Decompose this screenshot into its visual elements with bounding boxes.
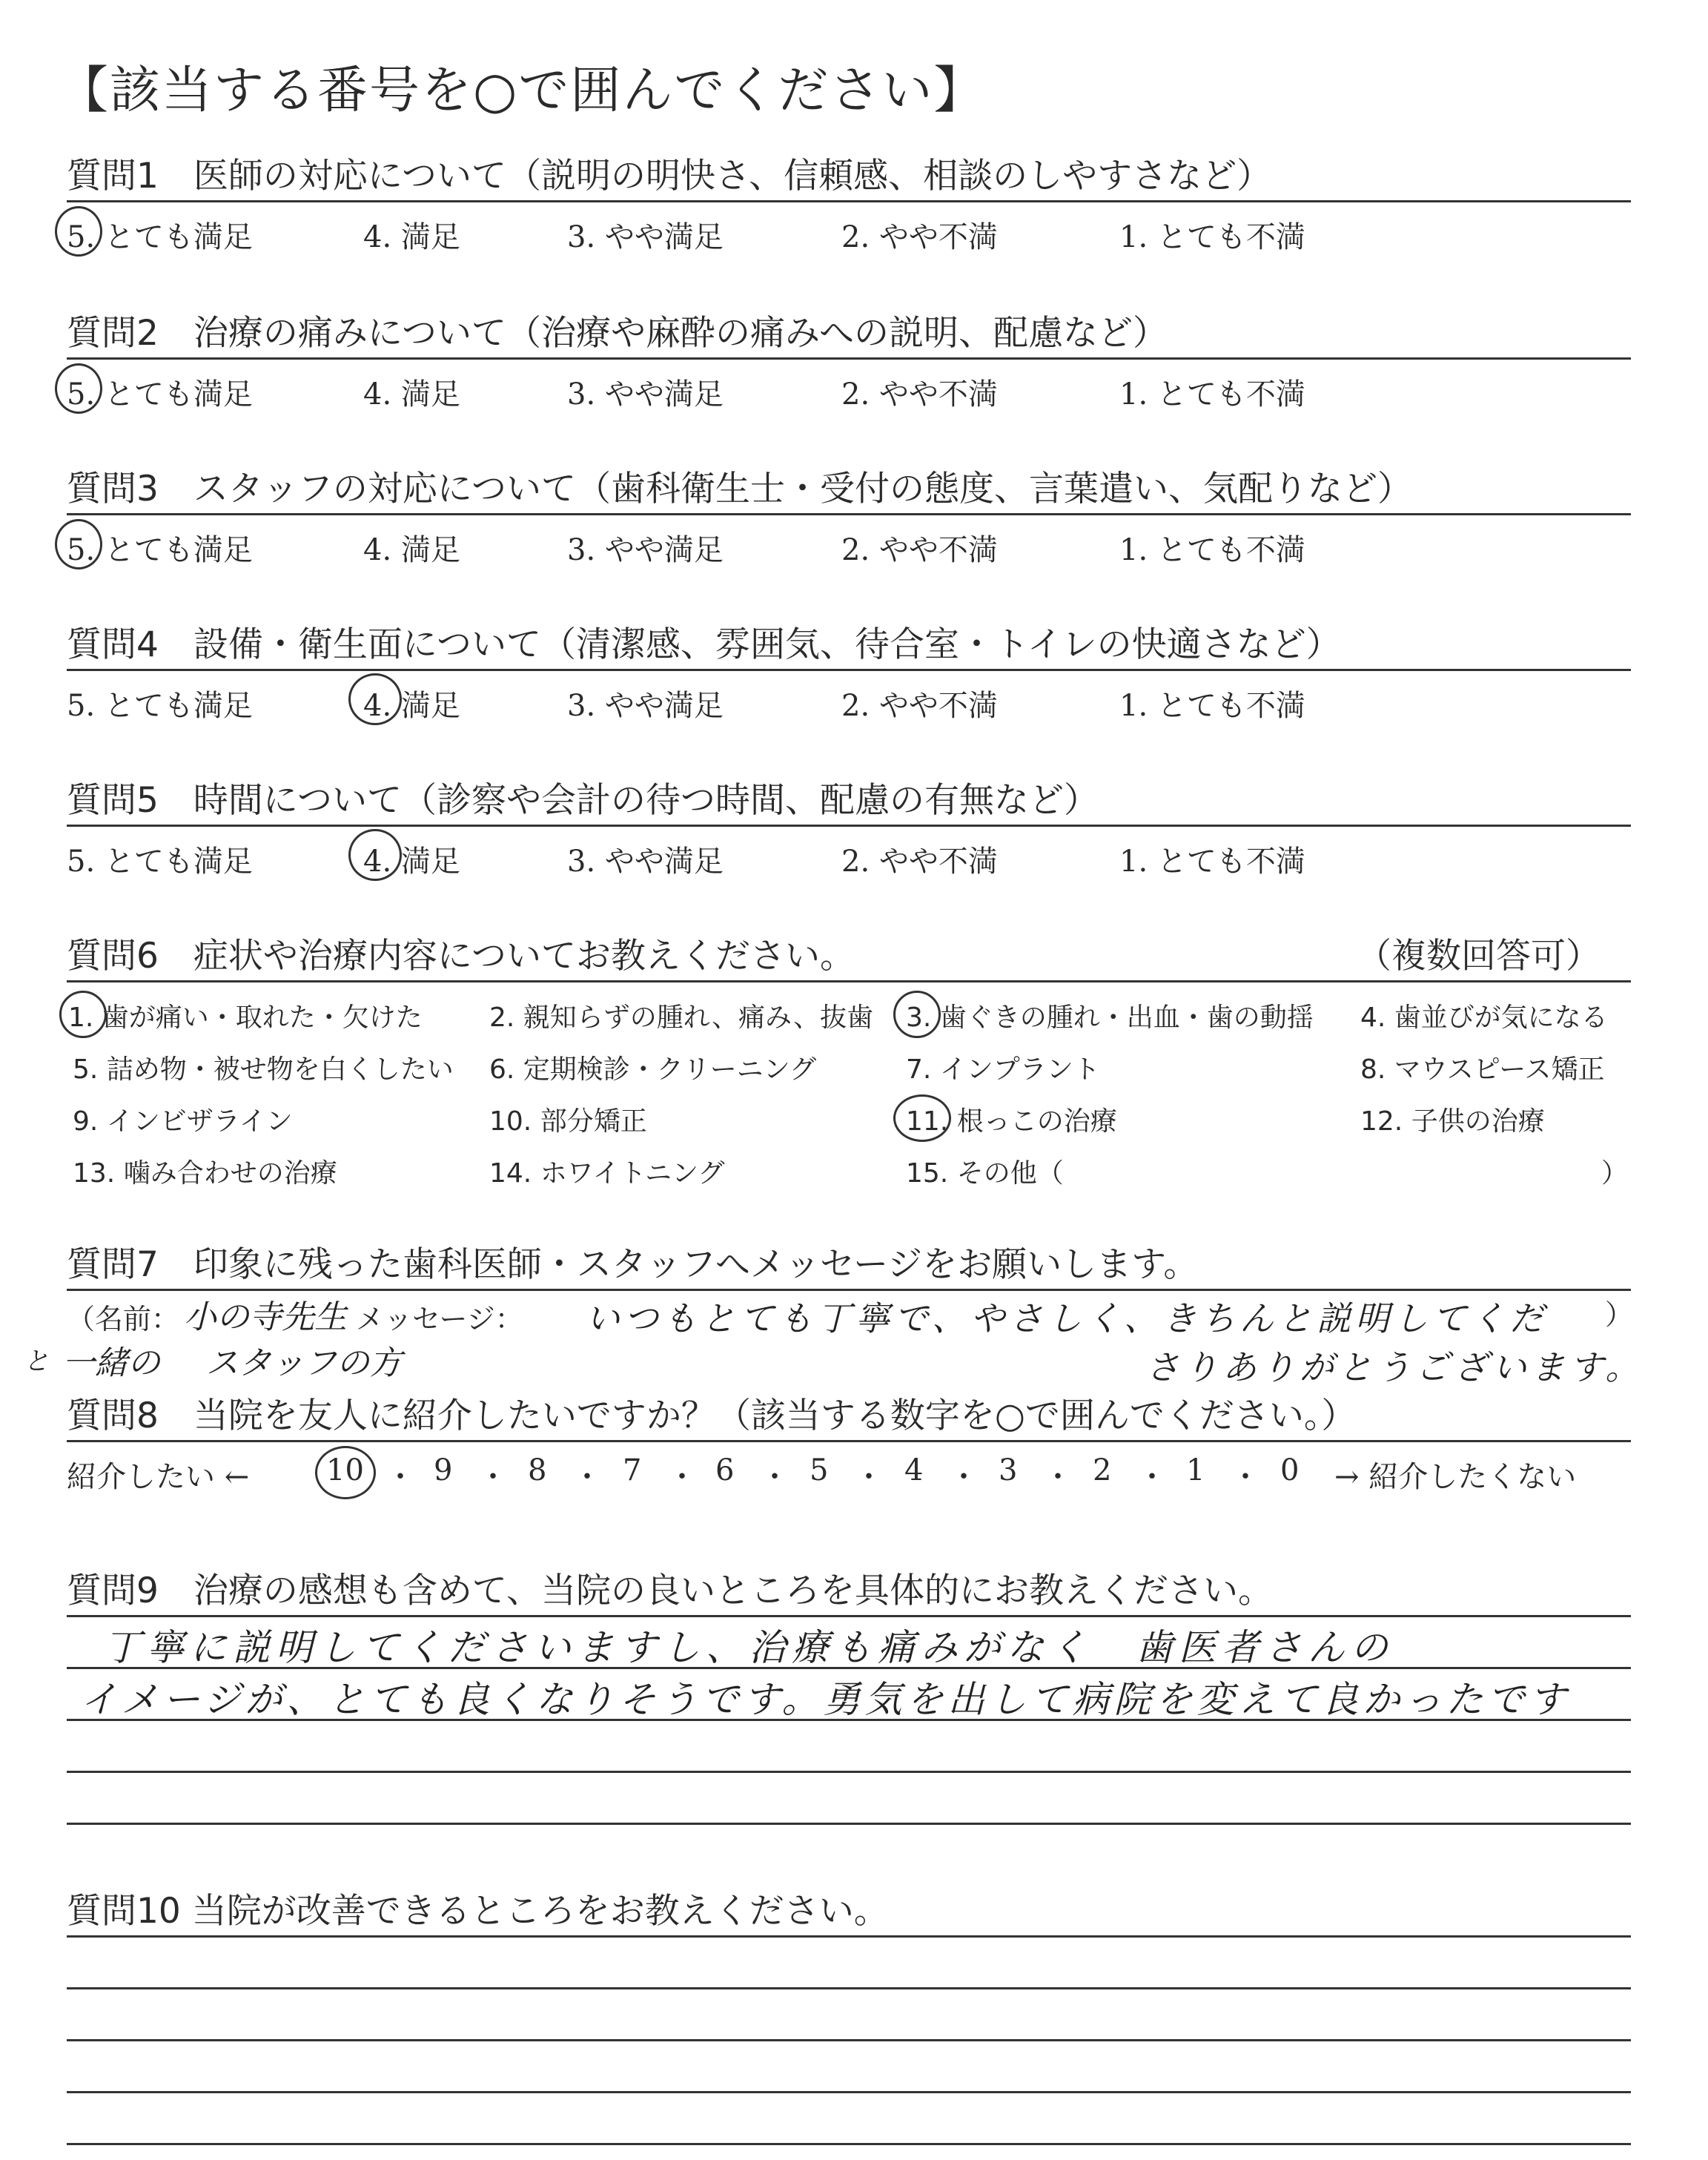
- handwritten-answer-1: 丁寧に説明してくださいますし、治療も痛みがなく 歯医者さんの: [104, 1626, 1394, 1669]
- answer-line: [67, 1667, 1631, 1669]
- question-9: 質問9 治療の感想も含めて、当院の良いところを具体的にお教えください。: [67, 1571, 1273, 1611]
- scale-sep: ・: [667, 1460, 697, 1494]
- scale-sep: ・: [1043, 1460, 1073, 1494]
- question-4: 質問4 設備・衛生面について（清潔感、雰囲気、待合室・トイレの快適さなど）: [67, 624, 1341, 665]
- symptom-option-8[interactable]: 8. マウスピース矯正: [1360, 1054, 1605, 1085]
- scale-sep: ・: [1231, 1460, 1260, 1494]
- answer-line: [67, 1935, 1631, 1938]
- option-1[interactable]: 1. とても不満: [1119, 689, 1305, 723]
- scale-9[interactable]: 9: [434, 1453, 453, 1487]
- option-1[interactable]: 1. とても不満: [1119, 377, 1305, 412]
- scale-5[interactable]: 5: [810, 1453, 829, 1487]
- question-3: 質問3 スタッフの対応について（歯科衛生士・受付の態度、言葉遣い、気配りなど）: [67, 469, 1412, 509]
- divider: [67, 1440, 1631, 1442]
- option-1[interactable]: 1. とても不満: [1119, 220, 1305, 254]
- option-3[interactable]: 3. やや満足: [567, 689, 724, 723]
- question-6: 質問6 症状や治療内容についてお教えください。: [67, 936, 855, 977]
- option-2[interactable]: 2. やや不満: [841, 220, 998, 254]
- selection-circle: [55, 363, 102, 414]
- option-2[interactable]: 2. やや不満: [841, 689, 998, 723]
- answer-line: [67, 1719, 1631, 1721]
- option-4[interactable]: 4. 満足: [363, 533, 460, 567]
- symptom-option-12[interactable]: 12. 子供の治療: [1360, 1106, 1545, 1137]
- selection-circle: [315, 1446, 376, 1499]
- handwritten-message-2: さりありがとうございます。: [1145, 1347, 1644, 1387]
- symptom-option-15[interactable]: 15. その他（: [906, 1158, 1064, 1189]
- question-8: 質問8 当院を友人に紹介したいですか？（該当する数字を○で囲んでください。）: [67, 1396, 1357, 1436]
- symptom-option-5[interactable]: 5. 詰め物・被せ物を白くしたい: [73, 1054, 454, 1085]
- handwritten-name-3: スタッフの方: [206, 1344, 402, 1382]
- multiple-answer-note: （複数回答可）: [1357, 936, 1601, 977]
- scale-sep: ・: [949, 1460, 979, 1494]
- option-4[interactable]: 4. 満足: [363, 689, 460, 723]
- option-3[interactable]: 3. やや満足: [567, 377, 724, 412]
- option-4[interactable]: 4. 満足: [363, 220, 460, 254]
- selection-circle: [59, 991, 107, 1038]
- scale-sep: ・: [478, 1460, 508, 1494]
- symptom-option-10[interactable]: 10. 部分矯正: [489, 1106, 647, 1137]
- selection-circle: [348, 829, 402, 881]
- answer-line: [67, 1771, 1631, 1773]
- symptom-option-6[interactable]: 6. 定期検診・クリーニング: [489, 1054, 817, 1085]
- question-10: 質問10 当院が改善できるところをお教えください。: [67, 1891, 889, 1932]
- symptom-option-3[interactable]: 3. 歯ぐきの腫れ・出血・歯の動揺: [906, 1003, 1314, 1033]
- scale-right-label: → 紹介したくない: [1334, 1460, 1577, 1494]
- scale-3[interactable]: 3: [999, 1453, 1018, 1487]
- scale-sep: ・: [1137, 1460, 1167, 1494]
- handwritten-name: 小の寺先生: [184, 1298, 347, 1336]
- option-2[interactable]: 2. やや不満: [841, 845, 998, 879]
- symptom-option-4[interactable]: 4. 歯並びが気になる: [1360, 1003, 1608, 1033]
- page-title: 【該当する番号を○で囲んでください】: [58, 62, 986, 120]
- symptom-option-13[interactable]: 13. 噛み合わせの治療: [73, 1158, 337, 1189]
- answer-line: [67, 2143, 1631, 2145]
- scale-1[interactable]: 1: [1186, 1453, 1205, 1487]
- divider: [67, 980, 1631, 982]
- selection-circle: [893, 1094, 951, 1142]
- option-5[interactable]: 5. とても満足: [67, 689, 253, 723]
- scale-sep: ・: [760, 1460, 790, 1494]
- answer-line: [67, 2039, 1631, 2041]
- question-5: 質問5 時間について（診察や会計の待つ時間、配慮の有無など）: [67, 780, 1099, 821]
- question-7: 質問7 印象に残った歯科医師・スタッフへメッセージをお願いします。: [67, 1244, 1199, 1285]
- divider: [67, 669, 1631, 671]
- symptom-option-7[interactable]: 7. インプラント: [906, 1054, 1100, 1085]
- scale-0[interactable]: 0: [1280, 1453, 1300, 1487]
- symptom-option-11[interactable]: 11. 根っこの治療: [906, 1106, 1117, 1137]
- divider: [67, 357, 1631, 360]
- selection-circle: [893, 991, 941, 1038]
- scale-sep: ・: [385, 1460, 415, 1494]
- scale-10[interactable]: 10: [326, 1453, 364, 1487]
- scale-sep: ・: [572, 1460, 602, 1494]
- symptom-option-14[interactable]: 14. ホワイトニング: [489, 1158, 725, 1189]
- option-5[interactable]: 5. とても満足: [67, 377, 253, 412]
- symptom-option-2[interactable]: 2. 親知らずの腫れ、痛み、抜歯: [489, 1003, 874, 1033]
- divider: [67, 513, 1631, 515]
- other-close-paren: ）: [1601, 1158, 1629, 1189]
- option-3[interactable]: 3. やや満足: [567, 533, 724, 567]
- option-5[interactable]: 5. とても満足: [67, 220, 253, 254]
- message-label: メッセージ：: [356, 1303, 523, 1335]
- selection-circle: [55, 206, 102, 257]
- scale-2[interactable]: 2: [1093, 1453, 1112, 1487]
- option-2[interactable]: 2. やや不満: [841, 533, 998, 567]
- answer-line: [67, 1823, 1631, 1825]
- answer-line: [67, 1987, 1631, 1989]
- name-label: （名前：: [67, 1303, 180, 1335]
- symptom-option-9[interactable]: 9. インビザライン: [73, 1106, 293, 1137]
- question-2: 質問2 治療の痛みについて（治療や麻酔の痛みへの説明、配慮など）: [67, 313, 1168, 354]
- option-5[interactable]: 5. とても満足: [67, 845, 253, 879]
- answer-line: [67, 2091, 1631, 2093]
- selection-circle: [348, 673, 402, 725]
- scale-6[interactable]: 6: [715, 1453, 735, 1487]
- option-3[interactable]: 3. やや満足: [567, 220, 724, 254]
- answer-line: [67, 1615, 1631, 1617]
- option-5[interactable]: 5. とても満足: [67, 533, 253, 567]
- selection-circle: [55, 519, 102, 569]
- option-4[interactable]: 4. 満足: [363, 377, 460, 412]
- option-1[interactable]: 1. とても不満: [1119, 533, 1305, 567]
- option-3[interactable]: 3. やや満足: [567, 845, 724, 879]
- handwritten-message-1: いつもとても丁寧で、やさしく、きちんと説明してくだ: [586, 1298, 1549, 1338]
- scale-7[interactable]: 7: [623, 1453, 642, 1487]
- scale-sep: ・: [854, 1460, 884, 1494]
- question-1: 質問1 医師の対応について（説明の明快さ、信頼感、相談のしやすさなど）: [67, 156, 1272, 196]
- handwritten-answer-2: イメージが、とても良くなりそうです。勇気を出して病院を変えて良かったです: [80, 1678, 1571, 1721]
- option-1[interactable]: 1. とても不満: [1119, 845, 1305, 879]
- scale-4[interactable]: 4: [904, 1453, 924, 1487]
- scale-left-label: 紹介したい ←: [67, 1460, 250, 1494]
- handwritten-margin: と: [24, 1347, 49, 1376]
- divider: [67, 200, 1631, 202]
- handwritten-name-2: 一緒の: [62, 1344, 160, 1382]
- divider: [67, 825, 1631, 827]
- scale-8[interactable]: 8: [528, 1453, 547, 1487]
- option-2[interactable]: 2. やや不満: [841, 377, 998, 412]
- close-paren: ）: [1605, 1298, 1634, 1331]
- symptom-option-1[interactable]: 1. 歯が痛い・取れた・欠けた: [68, 1003, 423, 1033]
- option-4[interactable]: 4. 満足: [363, 845, 460, 879]
